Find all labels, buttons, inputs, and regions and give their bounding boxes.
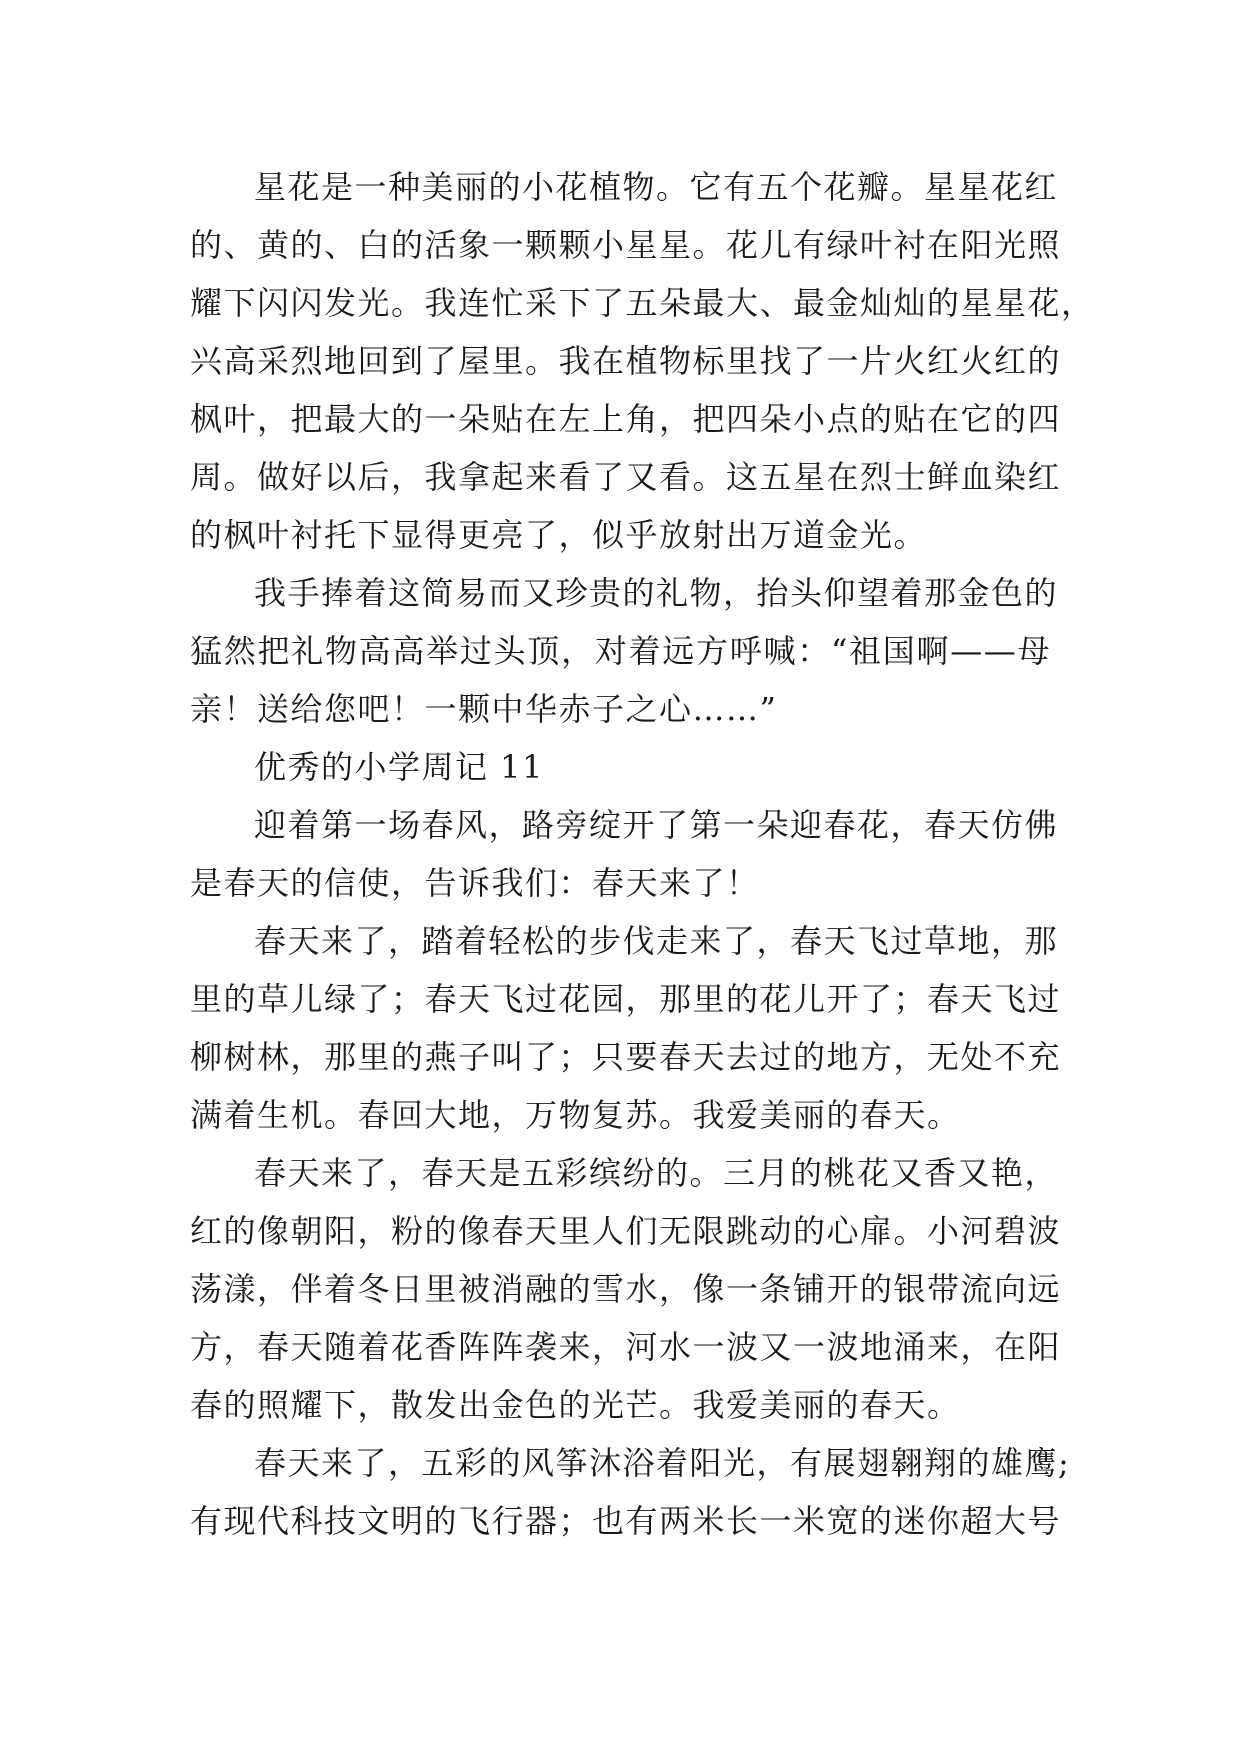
text-line: 春天来了，踏着轻松的步伐走来了，春天飞过草地，那: [254, 922, 1059, 960]
text-line: 春天来了，五彩的风筝沐浴着阳光，有展翅翱翔的雄鹰;: [254, 1444, 1071, 1482]
text-line: 柳树林，那里的燕子叫了；只要春天去过的地方，无处不充: [190, 1038, 1062, 1076]
text-line: 里的草儿绿了；春天飞过花园，那里的花儿开了；春天飞过: [190, 980, 1062, 1018]
text-line: 春天来了，春天是五彩缤纷的。三月的桃花又香又艳，: [254, 1154, 1059, 1192]
text-line: 迎着第一场春风，路旁绽开了第一朵迎春花，春天仿佛: [254, 806, 1059, 844]
text-line: 的枫叶衬托下显得更亮了，似乎放射出万道金光。: [190, 516, 928, 554]
text-line: 猛然把礼物高高举过头顶，对着远方呼喊：“祖国啊——母: [190, 632, 1051, 670]
text-line: 周。做好以后，我拿起来看了又看。这五星在烈士鲜血染红: [190, 458, 1062, 496]
text-line: 荡漾，伴着冬日里被消融的雪水，像一条铺开的银带流向远: [190, 1270, 1062, 1308]
text-line: 兴高采烈地回到了屋里。我在植物标里找了一片火红火红的: [190, 342, 1062, 380]
text-line: 红的像朝阳，粉的像春天里人们无限跳动的心扉。小河碧波: [190, 1212, 1062, 1250]
text-line: 枫叶，把最大的一朵贴在左上角，把四朵小点的贴在它的四: [190, 400, 1062, 438]
text-line: 的、黄的、白的活象一颗颗小星星。花儿有绿叶衬在阳光照: [190, 226, 1062, 264]
text-line: 我手捧着这简易而又珍贵的礼物，抬头仰望着那金色的: [254, 574, 1059, 612]
text-line: 亲！送给您吧！一颗中华赤子之心……”: [190, 690, 778, 728]
text-line: 春的照耀下，散发出金色的光芒。我爱美丽的春天。: [190, 1386, 961, 1424]
text-line: 是春天的信使，告诉我们：春天来了！: [190, 864, 760, 902]
text-line: 有现代科技文明的飞行器；也有两米长一米宽的迷你超大号: [190, 1502, 1062, 1540]
text-line: 耀下闪闪发光。我连忙采下了五朵最大、最金灿灿的星星花，: [190, 284, 1095, 322]
text-line: 满着生机。春回大地，万物复苏。我爱美丽的春天。: [190, 1096, 961, 1134]
section-heading: 优秀的小学周记 11: [254, 748, 544, 786]
document-body: [190, 158, 1095, 1550]
text-line: 方，春天随着花香阵阵袭来，河水一波又一波地涌来，在阳: [190, 1328, 1062, 1366]
text-line: 星花是一种美丽的小花植物。它有五个花瓣。星星花红: [254, 168, 1059, 206]
